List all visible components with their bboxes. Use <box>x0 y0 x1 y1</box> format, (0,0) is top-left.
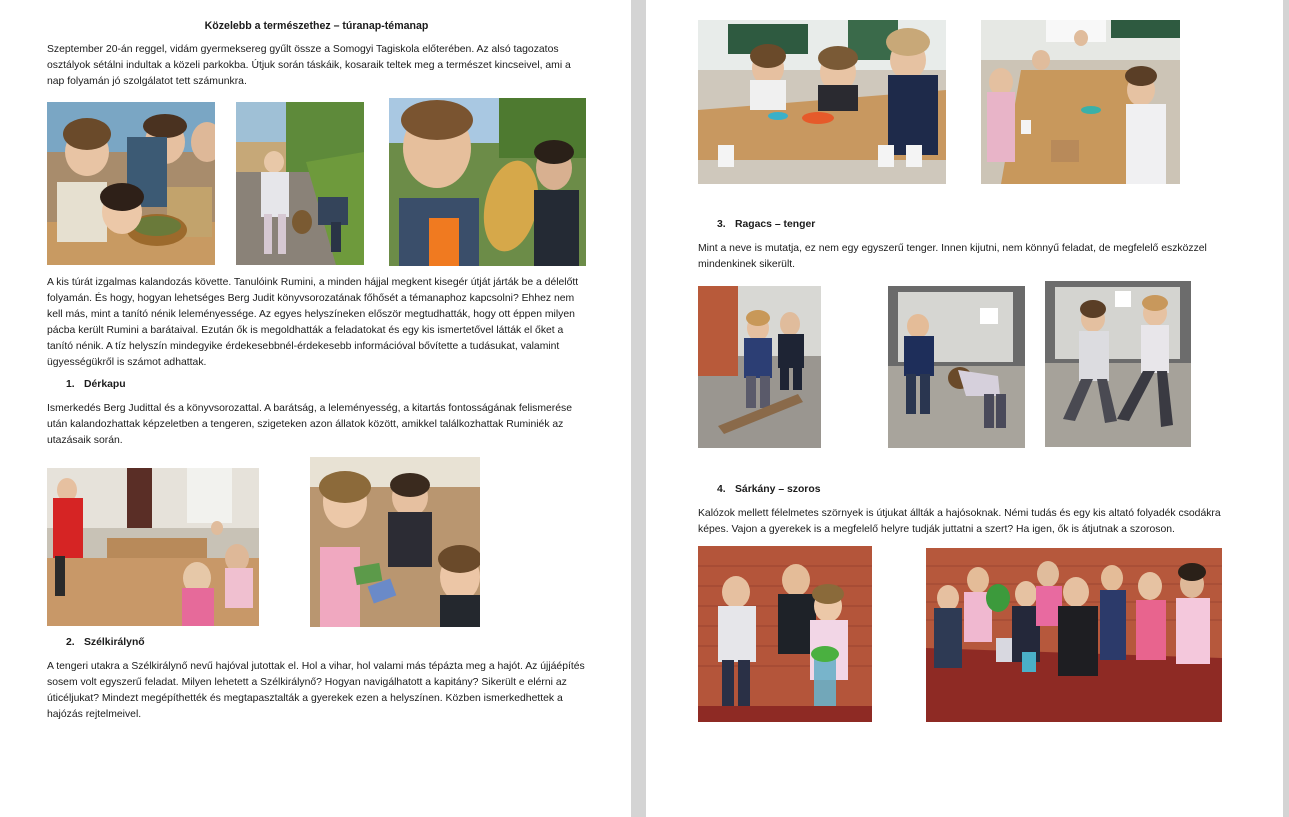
photo-children-basket <box>47 102 215 265</box>
photo-children-reading-books <box>310 457 480 627</box>
section-text-1: Ismerkedés Berg Judittal és a könyvsorozattal. A barátság, a leleményesség, a kitartás fontosságának felismerése után kalandozhattak képzeletben a tengeren, szigeteken azon állatok között, amikkel találkozhattak Ruminiék az utazásaik során. <box>47 403 573 446</box>
photo-children-crossing <box>1045 281 1191 447</box>
photo-children-on-boards <box>698 286 821 448</box>
section-text-4: Kalózok mellett félelmetes szörnyek is útjukat állták a hajósoknak. Némi tudás és egy kis altató folyadék csodákra képes. Vajon a gyerekek is a megfelelő helyre tudják juttatni a szert? Ha igen, ők is átjutnak a szoroson. <box>698 508 1221 535</box>
photo-teacher-classroom <box>47 468 259 626</box>
page-gutter <box>631 0 646 817</box>
photo-children-bending <box>888 286 1025 448</box>
intro-paragraph: Szeptember 20-án reggel, vidám gyermeksereg gyűlt össze a Somogyi Tagiskola előterében. Az alsó tagozatos osztályok sétálni indultak a közeli parkokba. Útjuk során táskáik, kosaraik teltek meg a természet kincseivel, ami a nap folyamán jó szolgálatot tett számunkra. <box>47 44 571 87</box>
section-text-3: Mint a neve is mutatja, ez nem egy egyszerű tenger. Innen kijutni, nem könnyű feladat, de megfelelő eszközzel mindenkinek sikerült. <box>698 243 1207 270</box>
section-text-2: A tengeri utakra a Szélkirálynő nevű hajóval jutottak el. Hol a vihar, hol valami más tépázta meg a hajót. Az újjáépítés sosem volt egyszerű feladat. Milyen lehetett a Szélkirálynő? Hogyan navigálhatott a kapitány? Sikerült e elérni az úticéljukat? Mindezt megépíthették és megtapasztalták a gyerekek ezen a helyszínen. Közben ismerkedhettek a hajózás rejtelmeivel. <box>47 661 585 720</box>
photo-children-with-jar <box>698 546 872 722</box>
photo-boy-with-leaf <box>389 98 586 266</box>
section-heading-2: 2. Szélkirálynő <box>66 637 145 648</box>
article-title: Közelebb a természethez – túranap-témanap <box>204 20 429 32</box>
section-heading-3: 3. Ragacs – tenger <box>717 219 816 230</box>
photo-group-on-bench <box>926 548 1222 722</box>
photo-classroom-tables <box>981 20 1180 184</box>
photo-children-boat-table <box>698 20 946 184</box>
page-gutter-right <box>1283 0 1289 817</box>
section-heading-1: 1. Dérkapu <box>66 379 126 390</box>
body-paragraph: A kis túrát izgalmas kalandozás követte. Tanulóink Rumini, a minden hájjal megkent kisegér útját járták be a délelőtt folyamán. És hogy, hogyan lehetséges Berg Judit könyvsorozatának főhősét a témanaphoz kapcsolni? Ehhez nem kell más, mint a tanító nénik leleményessége. Az egyes helyszíneken először megtudhatták, hogy ott éppen milyen pácba került Rumini a barátaival. Ezután ők is megoldhatták a feladatokat és egy kis ismertetővel látták el őket a tanító nénik. A tíz helyszín mindegyike érdekesebbnél-érdekesebb információval bővítette a tudásukat, valamint ügyességükről is számot adhattak. <box>47 277 579 368</box>
section-heading-4: 4. Sárkány – szoros <box>717 484 821 495</box>
photo-children-walking-park <box>236 102 364 265</box>
